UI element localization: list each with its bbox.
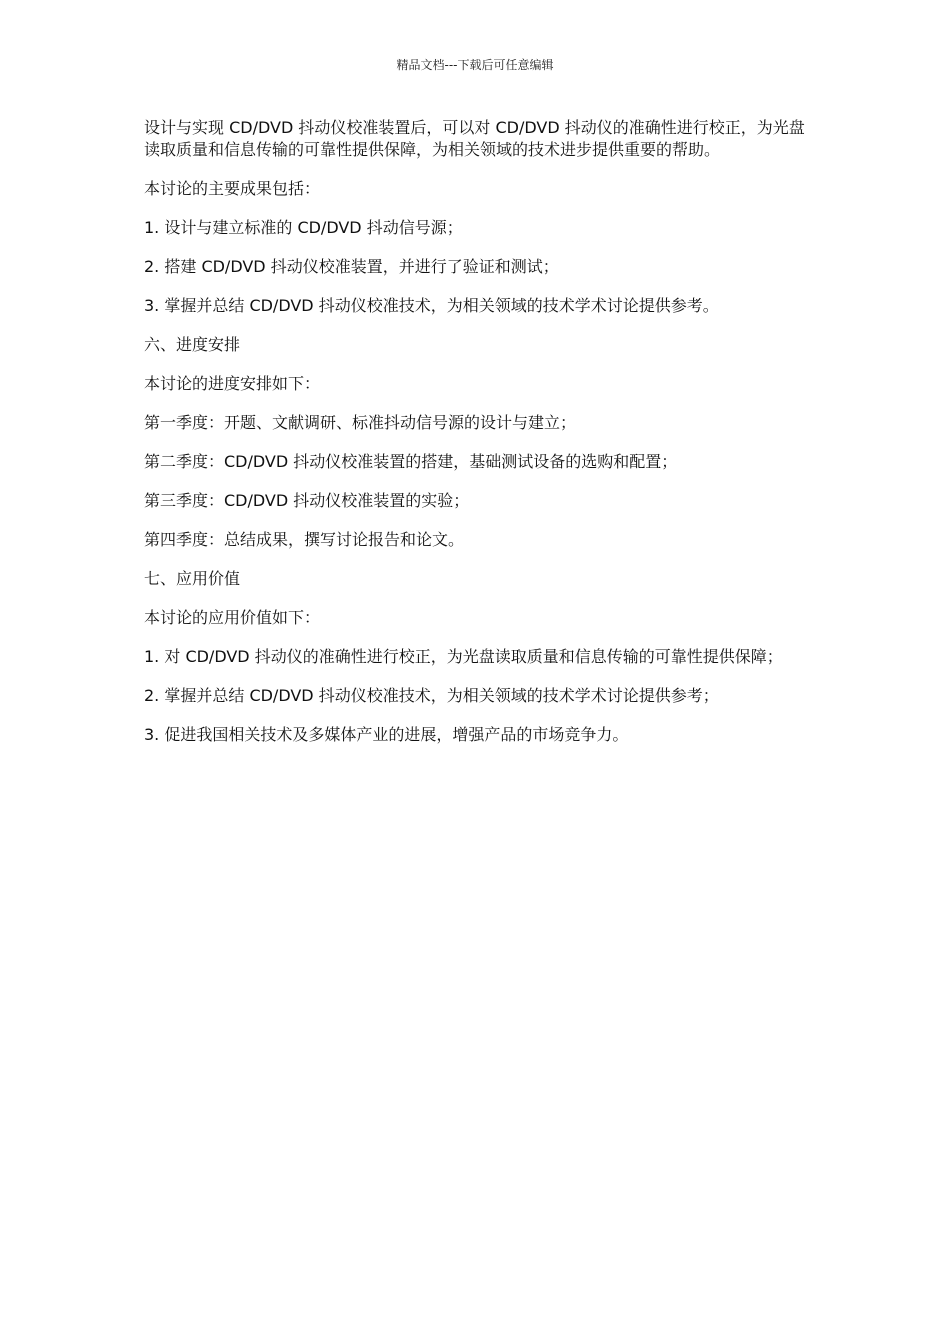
schedule-item: 第三季度：CD/DVD 抖动仪校准装置的实验； [144, 491, 470, 510]
paragraph-results-heading: 本讨论的主要成果包括： [144, 179, 321, 198]
section-heading-value: 七、应用价值 [144, 569, 241, 588]
schedule-item: 第一季度：开题、文献调研、标准抖动信号源的设计与建立； [144, 413, 577, 432]
document-body [144, 117, 814, 763]
list-item: 1. 设计与建立标准的 CD/DVD 抖动信号源； [144, 218, 463, 237]
list-item: 3. 掌握并总结 CD/DVD 抖动仪校准技术，为相关领域的技术学术讨论提供参考。 [144, 296, 719, 315]
list-item: 1. 对 CD/DVD 抖动仪的准确性进行校正，为光盘读取质量和信息传输的可靠性提供保障； [144, 647, 783, 666]
schedule-item: 第二季度：CD/DVD 抖动仪校准装置的搭建，基础测试设备的选购和配置； [144, 452, 678, 471]
paragraph-schedule-intro: 本讨论的进度安排如下： [144, 374, 321, 393]
schedule-item: 第四季度：总结成果，撰写讨论报告和论文。 [144, 530, 465, 549]
list-item: 2. 搭建 CD/DVD 抖动仪校准装置，并进行了验证和测试； [144, 257, 559, 276]
section-heading-schedule: 六、进度安排 [144, 335, 241, 354]
paragraph-intro: 设计与实现 CD/DVD 抖动仪校准装置后，可以对 CD/DVD 抖动仪的准确性进行校正，为光盘读取质量和信息传输的可靠性提供保障，为相关领域的技术进步提供重要的帮助。 [144, 118, 805, 159]
list-item: 2. 掌握并总结 CD/DVD 抖动仪校准技术，为相关领域的技术学术讨论提供参考； [144, 686, 719, 705]
list-item: 3. 促进我国相关技术及多媒体产业的进展，增强产品的市场竞争力。 [144, 725, 629, 744]
paragraph-value-intro: 本讨论的应用价值如下： [144, 608, 321, 627]
page-header: 精品文档---下载后可任意编辑 [396, 58, 554, 72]
